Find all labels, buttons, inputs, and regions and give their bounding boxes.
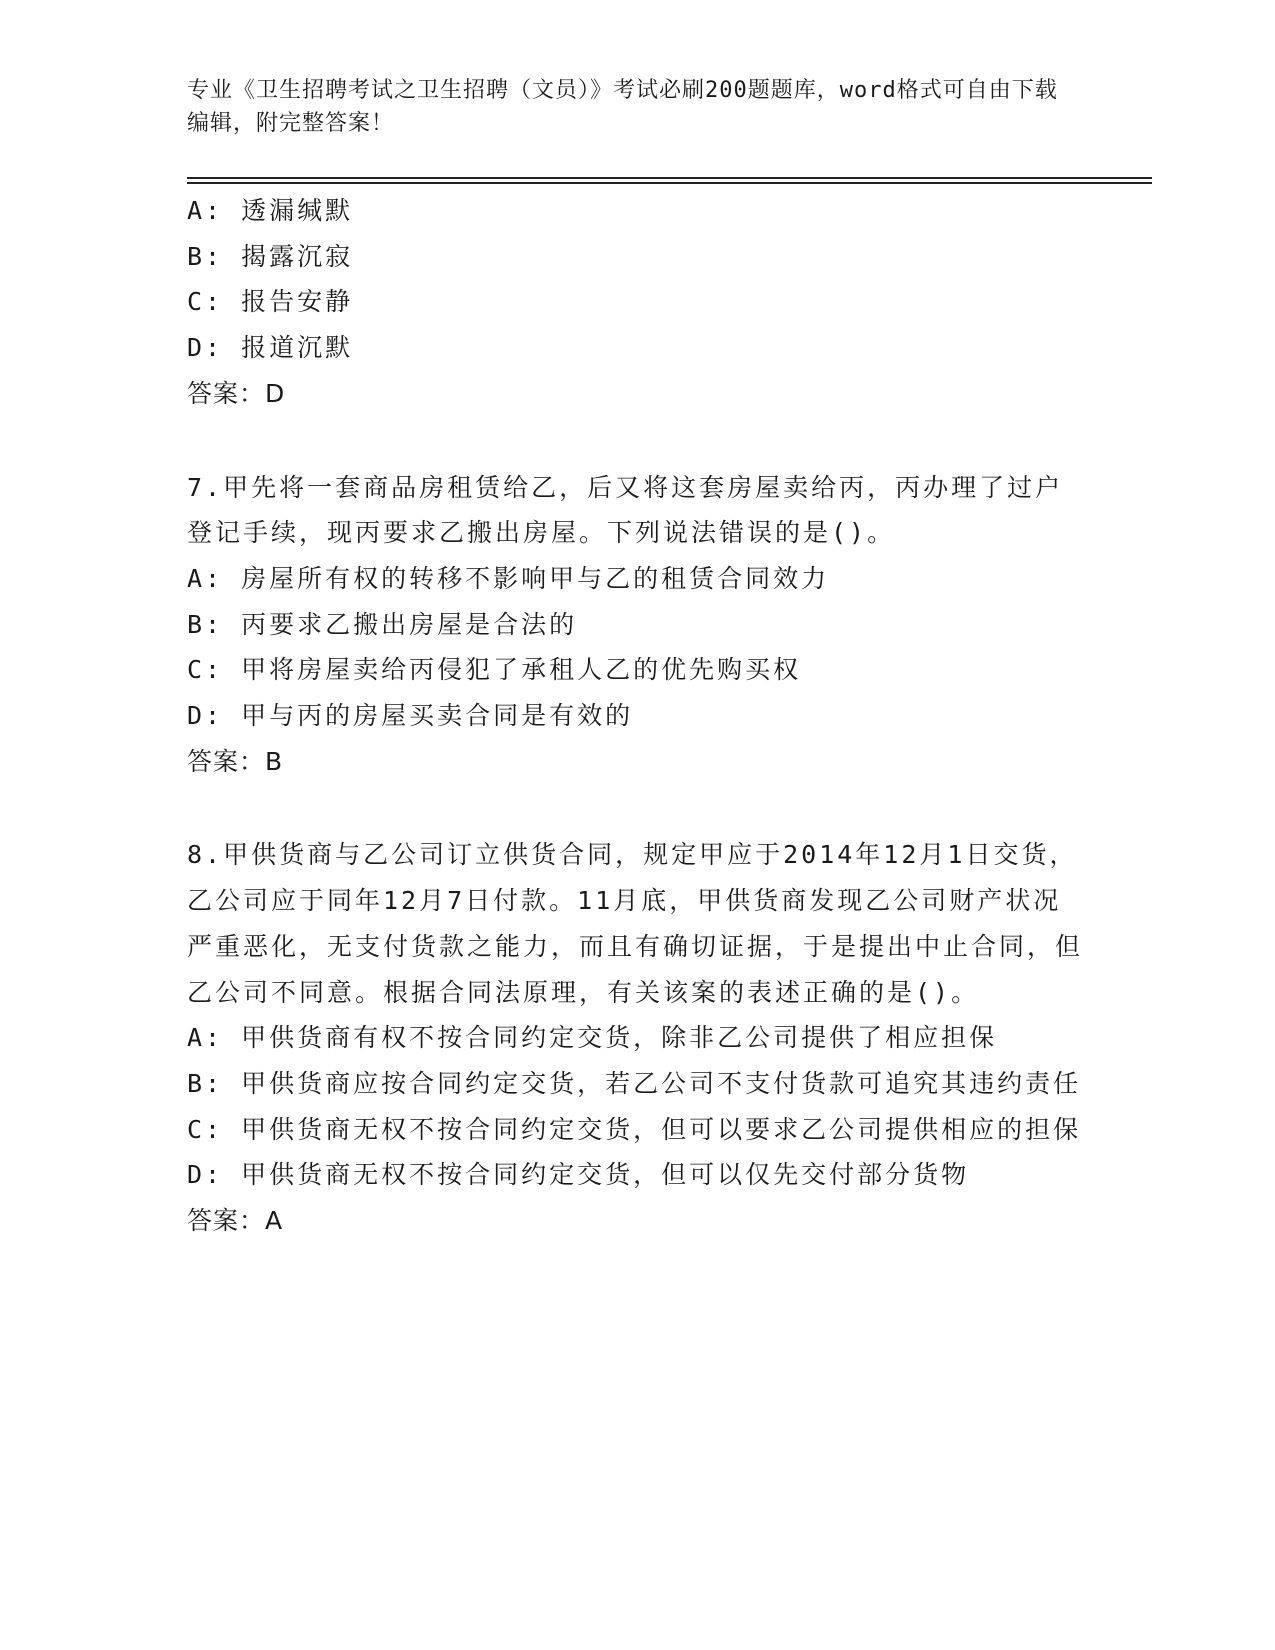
question-8 [187, 832, 1087, 1243]
option-a: A: 房屋所有权的转移不影响甲与乙的租赁合同效力 [187, 563, 830, 593]
answer: 答案：A [187, 1206, 284, 1236]
option-a: A: 甲供货商有权不按合同约定交货，除非乙公司提供了相应担保 [187, 1023, 998, 1053]
option-c: C: 报告安静 [187, 287, 354, 317]
header-rule-top [187, 177, 1152, 179]
option-d: D: 甲供货商无权不按合同约定交货，但可以仅先交付部分货物 [187, 1160, 970, 1190]
header-rule-bottom [187, 182, 1152, 184]
option-c: C: 甲供货商无权不按合同约定交货，但可以要求乙公司提供相应的担保 [187, 1114, 1082, 1144]
question-text: 8.甲供货商与乙公司订立供货合同，规定甲应于2014年12月1日交货，乙公司应于同年12月7日付款。11月底，甲供货商发现乙公司财产状况严重恶化，无支付货款之能力，而且有确切证据，于是提出中止合同，但乙公司不同意。根据合同法原理，有关该案的表述正确的是()。 [187, 840, 1084, 1007]
option-b: B: 甲供货商应按合同约定交货，若乙公司不支付货款可追究其违约责任 [187, 1068, 1082, 1098]
question-text: 7.甲先将一套商品房租赁给乙，后又将这套房屋卖给丙，丙办理了过户登记手续，现丙要求乙搬出房屋。下列说法错误的是()。 [187, 472, 1064, 548]
option-a: A: 透漏缄默 [187, 196, 354, 225]
option-d: D: 报道沉默 [187, 333, 354, 363]
question-7 [187, 465, 1087, 785]
document-header: 专业《卫生招聘考试之卫生招聘（文员）》考试必刷200题题库，word格式可自由下载编辑，附完整答案！ [187, 78, 1058, 136]
option-d: D: 甲与丙的房屋买卖合同是有效的 [187, 701, 634, 731]
answer: 答案：B [187, 746, 284, 776]
option-b: B: 揭露沉寂 [187, 241, 354, 271]
option-c: C: 甲将房屋卖给丙侵犯了承租人乙的优先购买权 [187, 655, 802, 685]
option-b: B: 丙要求乙搬出房屋是合法的 [187, 609, 578, 639]
question-6 [187, 188, 1087, 417]
answer: 答案：D [187, 378, 286, 408]
document-body [187, 188, 1087, 1244]
